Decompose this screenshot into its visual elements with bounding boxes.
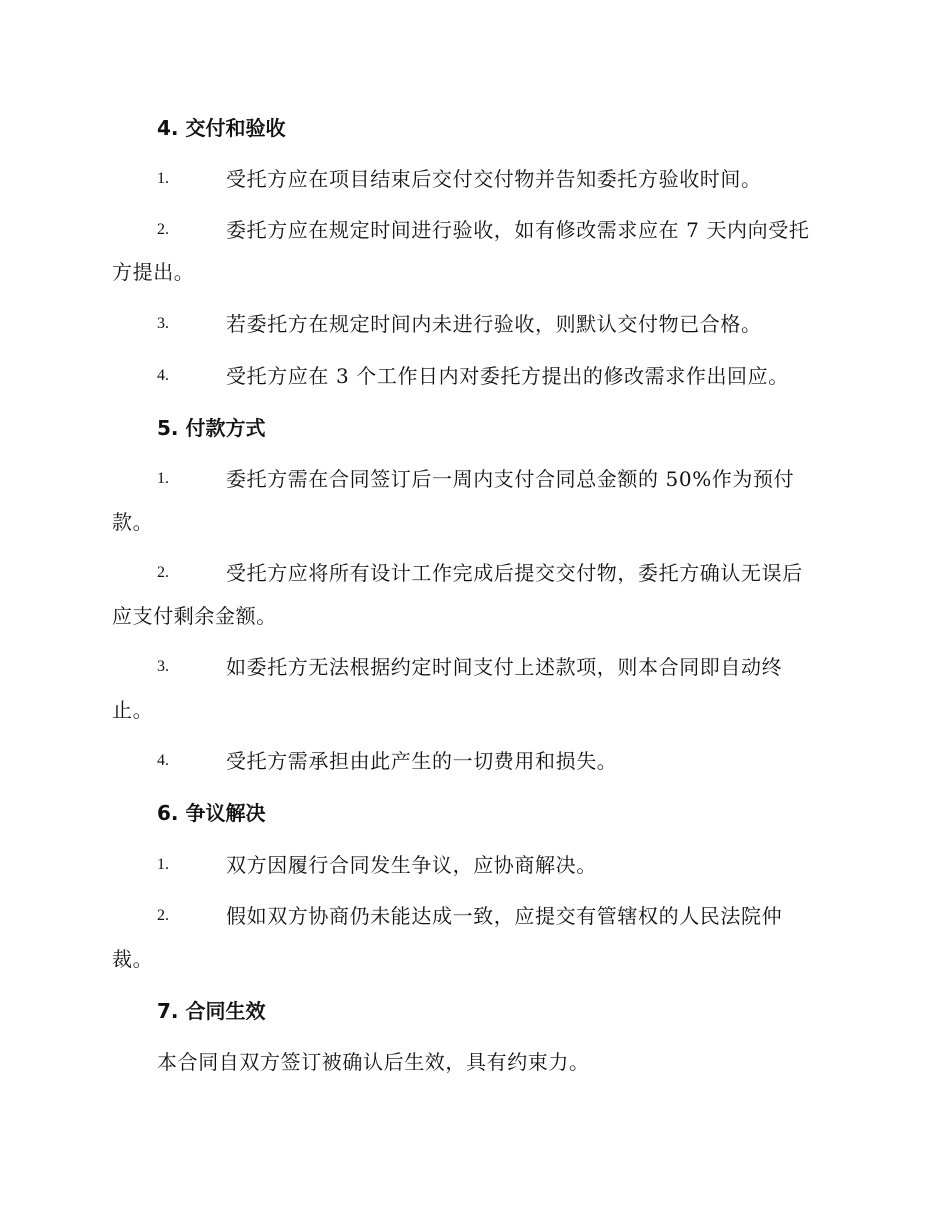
item-number: 3.: [157, 658, 169, 675]
item-number: 1.: [157, 170, 169, 187]
item-number: 1.: [157, 470, 169, 487]
item-number: 4.: [157, 367, 169, 384]
item-text-continuation: 裁。: [112, 947, 154, 971]
item-text: 假如双方协商仍未能达成一致，应提交有管辖权的人民法院仲: [226, 904, 783, 928]
item-number: 2.: [157, 907, 169, 924]
section-heading: 7. 合同生效: [157, 999, 266, 1023]
item-text: 若委托方在规定时间内未进行验收，则默认交付物已合格。: [226, 312, 762, 336]
paragraph: 本合同自双方签订被确认后生效，具有约束力。: [157, 1050, 590, 1074]
section-heading: 6. 争议解决: [157, 801, 266, 825]
item-text: 受托方应在 3 个工作日内对委托方提出的修改需求作出回应。: [226, 364, 789, 388]
item-text: 委托方需在合同签订后一周内支付合同总金额的 50%作为预付: [226, 467, 795, 491]
item-number: 3.: [157, 315, 169, 332]
item-number: 4.: [157, 752, 169, 769]
item-text: 受托方应在项目结束后交付交付物并告知委托方验收时间。: [226, 167, 762, 191]
section-heading: 5. 付款方式: [157, 416, 266, 440]
item-text-continuation: 止。: [112, 698, 154, 722]
item-number: 1.: [157, 856, 169, 873]
item-number: 2.: [157, 564, 169, 581]
item-text: 受托方需承担由此产生的一切费用和损失。: [226, 749, 618, 773]
section-heading: 4. 交付和验收: [157, 116, 286, 140]
item-text: 双方因履行合同发生争议，应协商解决。: [226, 853, 597, 877]
item-text: 委托方应在规定时间进行验收，如有修改需求应在 7 天内向受托: [226, 218, 810, 242]
item-text-continuation: 应支付剩余金额。: [112, 604, 277, 628]
item-text-continuation: 款。: [112, 510, 154, 534]
item-number: 2.: [157, 221, 169, 238]
item-text: 受托方应将所有设计工作完成后提交交付物，委托方确认无误后: [226, 561, 803, 585]
item-text: 如委托方无法根据约定时间支付上述款项，则本合同即自动终: [226, 655, 783, 679]
item-text-continuation: 方提出。: [112, 260, 195, 284]
